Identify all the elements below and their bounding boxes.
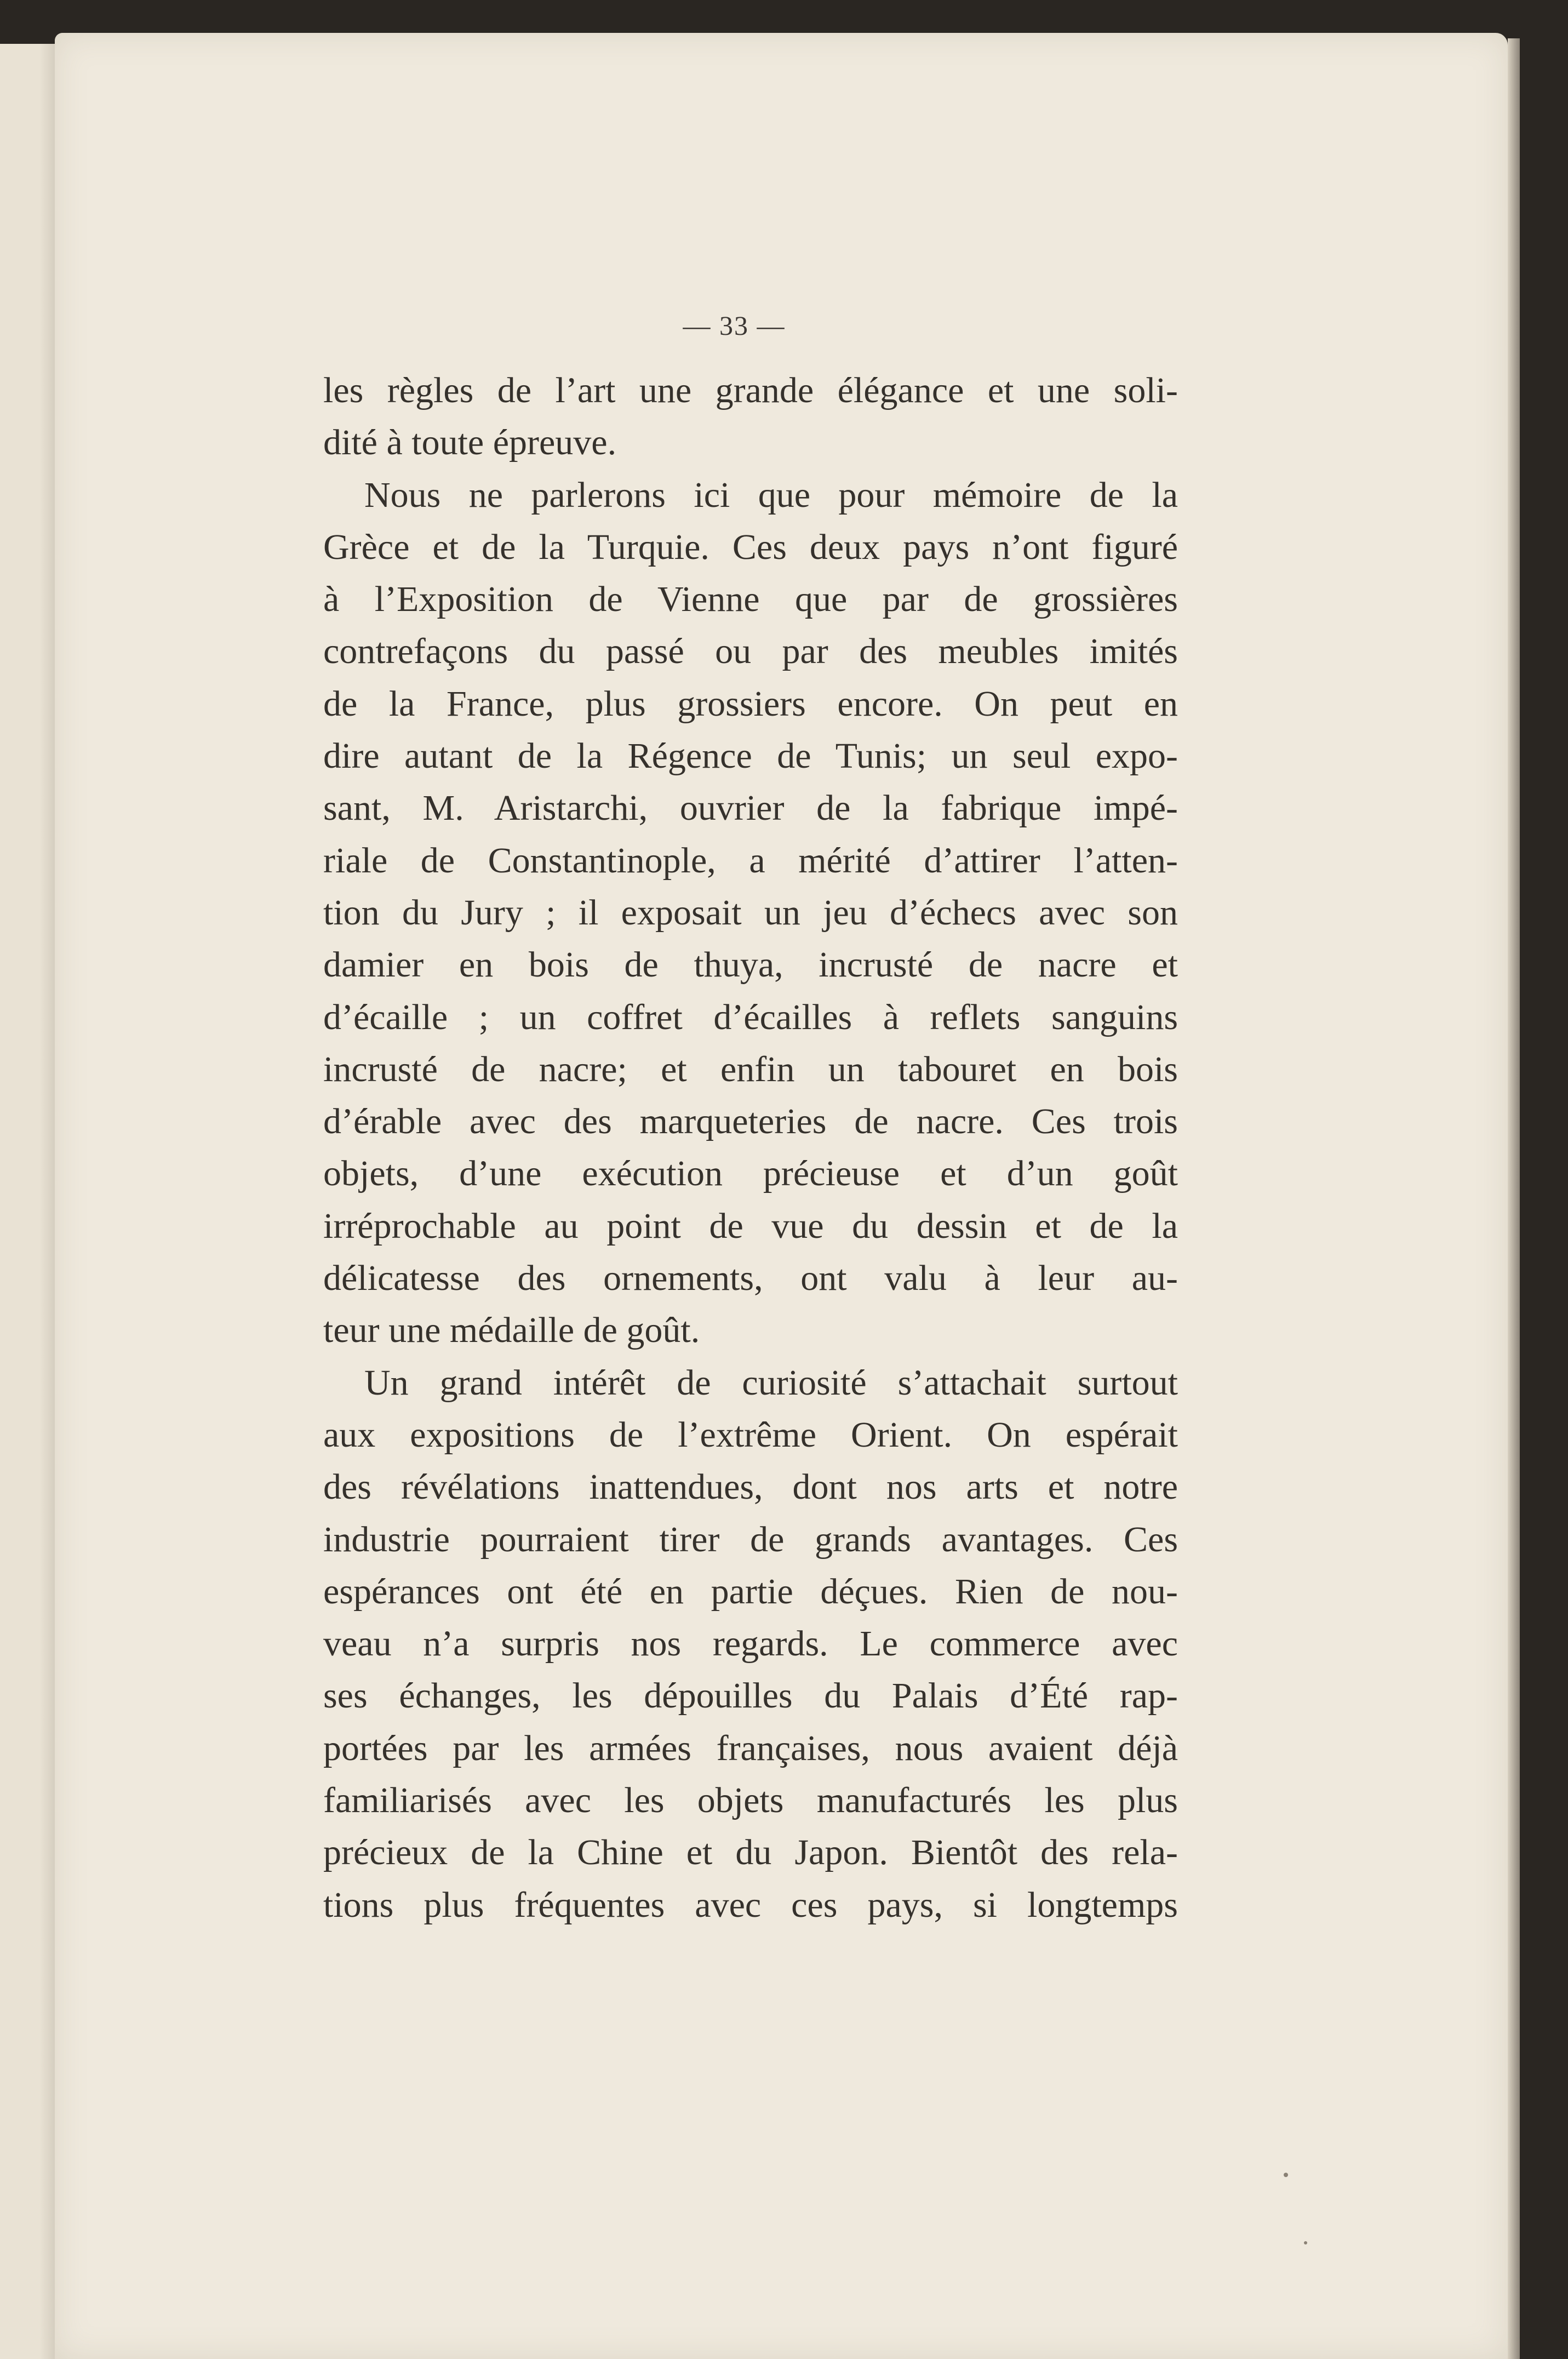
text-line: délicatesse des ornements, ont valu à leur au- (323, 1258, 1178, 1299)
text-line: à l’Exposition de Vienne que par de grossières (323, 579, 1178, 620)
text-line: industrie pourraient tirer de grands avantages. Ces (323, 1519, 1178, 1560)
text-line: sant, M. Aristarchi, ouvrier de la fabrique impé- (323, 788, 1178, 829)
text-line: d’érable avec des marqueteries de nacre. Ces trois (323, 1101, 1178, 1142)
text-line: contrefaçons du passé ou par des meubles imités (323, 631, 1178, 672)
text-line: d’écaille ; un coffret d’écailles à reflets sanguins (323, 997, 1178, 1037)
paragraph (323, 1357, 1178, 1931)
text-line: Un grand intérêt de curiosité s’attachait surtout (364, 1362, 1178, 1403)
text-line: tions plus fréquentes avec ces pays, si longtemps (323, 1884, 1178, 1925)
text-line: teur une médaille de goût. (323, 1310, 700, 1351)
text-line: dité à toute épreuve. (323, 422, 617, 463)
text-line: familiarisés avec les objets manufacturés les plus (323, 1780, 1178, 1821)
text-line: Nous ne parlerons ici que pour mémoire de la (364, 475, 1178, 515)
paragraph (323, 364, 1178, 469)
text-line: ses échanges, les dépouilles du Palais d’Été rap- (323, 1676, 1178, 1716)
page-edge-shadow (1508, 38, 1520, 2359)
text-line: tion du Jury ; il exposait un jeu d’échecs avec son (323, 892, 1178, 933)
text-line: portées par les armées françaises, nous avaient déjà (323, 1728, 1178, 1768)
text-line: veau n’a surpris nos regards. Le commerce avec (323, 1624, 1178, 1664)
text-line: espérances ont été en partie déçues. Rien de nou- (323, 1571, 1178, 1612)
text-line: aux expositions de l’extrême Orient. On espérait (323, 1414, 1178, 1455)
paper-speck (1284, 2173, 1288, 2177)
text-line: irréprochable au point de vue du dessin et de la (323, 1206, 1178, 1246)
text-line: dire autant de la Régence de Tunis; un seul expo- (323, 736, 1178, 776)
facing-page-edge (0, 44, 58, 2359)
gutter-shadow (39, 44, 56, 2359)
text-line: damier en bois de thuya, incrusté de nacre et (323, 945, 1178, 985)
paragraph (323, 469, 1178, 1357)
text-line: incrusté de nacre; et enfin un tabouret en bois (323, 1049, 1178, 1089)
text-line: des révélations inattendues, dont nos arts et notre (323, 1467, 1178, 1507)
page-number: — 33 — (683, 310, 786, 341)
text-line: de la France, plus grossiers encore. On peut en (323, 683, 1178, 724)
text-line: objets, d’une exécution précieuse et d’un goût (323, 1153, 1178, 1194)
text-line: les règles de l’art une grande élégance et une soli- (323, 370, 1178, 410)
paper-speck (1304, 2241, 1307, 2244)
text-line: précieux de la Chine et du Japon. Bientôt des rela- (323, 1832, 1178, 1873)
text-line: riale de Constantinople, a mérité d’attirer l’atten- (323, 840, 1178, 881)
text-line: Grèce et de la Turquie. Ces deux pays n’ont figuré (323, 527, 1178, 567)
body-text (323, 364, 1178, 1931)
